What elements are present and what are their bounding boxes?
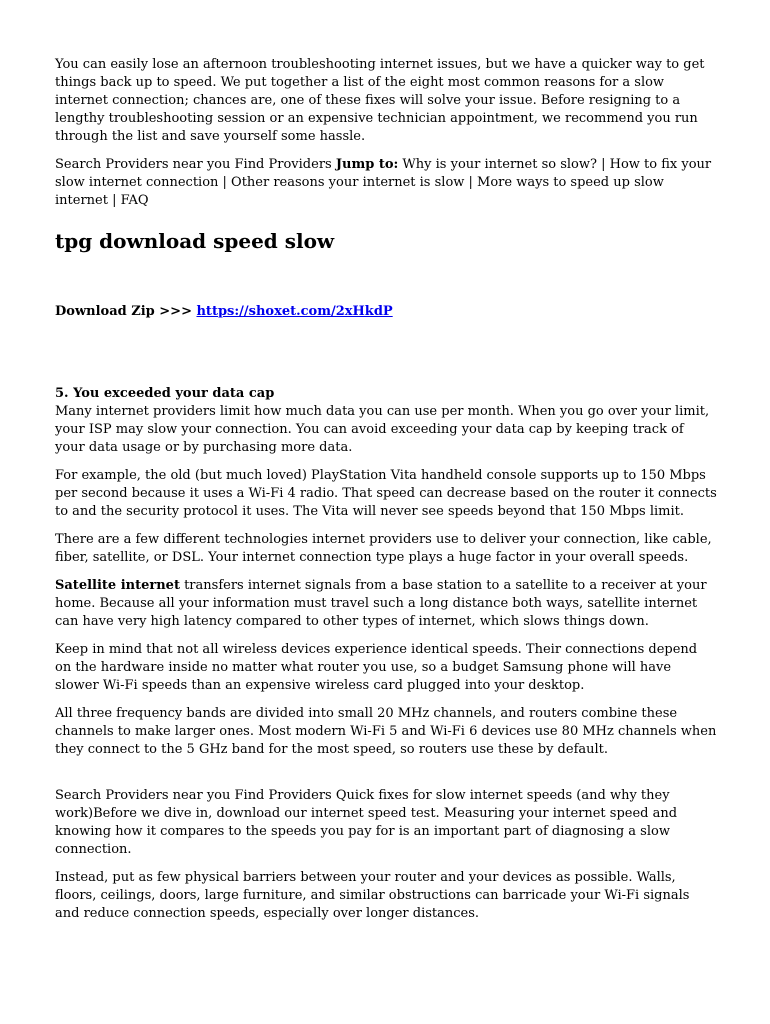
- satellite-paragraph: [55, 577, 717, 631]
- jump-prefix: Search Providers near you Find Providers: [55, 157, 336, 172]
- barriers-paragraph: Instead, put as few physical barriers between your router and your devices as possible. Walls, floors, ceilings, doors, large furniture, and similar obstructions can barricade your Wi-Fi signals and reduce connection speeds, especially over longer distances.: [55, 870, 690, 921]
- jump-to-paragraph: [55, 156, 717, 210]
- satellite-label: Satellite internet: [55, 578, 180, 593]
- technologies-paragraph: There are a few different technologies internet providers use to deliver your connection, like cable, fiber, satellite, or DSL. Your internet connection type plays a huge factor in your overall speeds.: [55, 532, 712, 565]
- download-label: Download Zip >>>: [55, 304, 197, 319]
- section-body: Many internet providers limit how much data you can use per month. When you go over your limit, your ISP may slow your connection. You can avoid exceeding your data cap by keeping track of your data usage or by purchasing more data.: [55, 404, 710, 455]
- jump-to-label: Jump to:: [335, 157, 399, 172]
- jump-links-text: Why is your internet so slow? | How to fix your slow internet connection | Other reasons your internet is slow | More ways to speed up slow internet | FAQ: [55, 157, 712, 208]
- bands-paragraph: All three frequency bands are divided into small 20 MHz channels, and routers combine these channels to make larger ones. Most modern Wi-Fi 5 and Wi-Fi 6 devices use 80 MHz channels when they connect to the 5 GHz band for the most speed, so routers use these by default.: [55, 706, 717, 757]
- quick-fixes-paragraph: Search Providers near you Find Providers Quick fixes for slow internet speeds (and why they work)Before we dive in, download our internet speed test. Measuring your internet speed and knowing how it compares to the speeds you pay for is an important part of diagnosing a slow connection.: [55, 788, 678, 857]
- document-page: [55, 56, 717, 923]
- download-link[interactable]: https://shoxet.com/2xHkdP: [196, 304, 393, 319]
- wireless-paragraph: Keep in mind that not all wireless devices experience identical speeds. Their connections depend on the hardware inside no matter what router you use, so a budget Samsung phone will have slower Wi-Fi speeds than an expensive wireless card plugged into your desktop.: [55, 642, 698, 693]
- vita-paragraph: For example, the old (but much loved) PlayStation Vita handheld console supports up to 150 Mbps per second because it uses a Wi-Fi 4 radio. That speed can decrease based on the router it connects to and the security protocol it uses. The Vita will never see speeds beyond that 150 Mbps limit.: [55, 468, 717, 519]
- download-line: [55, 303, 717, 321]
- intro-paragraph: You can easily lose an afternoon troubleshooting internet issues, but we have a quicker way to get things back up to speed. We put together a list of the eight most common reasons for a slow internet connection; chances are, one of these fixes will solve your issue. Before resigning to a lengthy troubleshooting session or an expensive technician appointment, we recommend you run through the list and save yourself some hassle.: [55, 57, 705, 144]
- section-heading: 5. You exceeded your data cap: [55, 386, 275, 401]
- satellite-text: transfers internet signals from a base station to a satellite to a receiver at your home. Because all your information must travel such a long distance both ways, satellite internet can have very high latency compared to other types of internet, which slows things down.: [55, 578, 707, 629]
- page-title: tpg download speed slow: [55, 229, 335, 253]
